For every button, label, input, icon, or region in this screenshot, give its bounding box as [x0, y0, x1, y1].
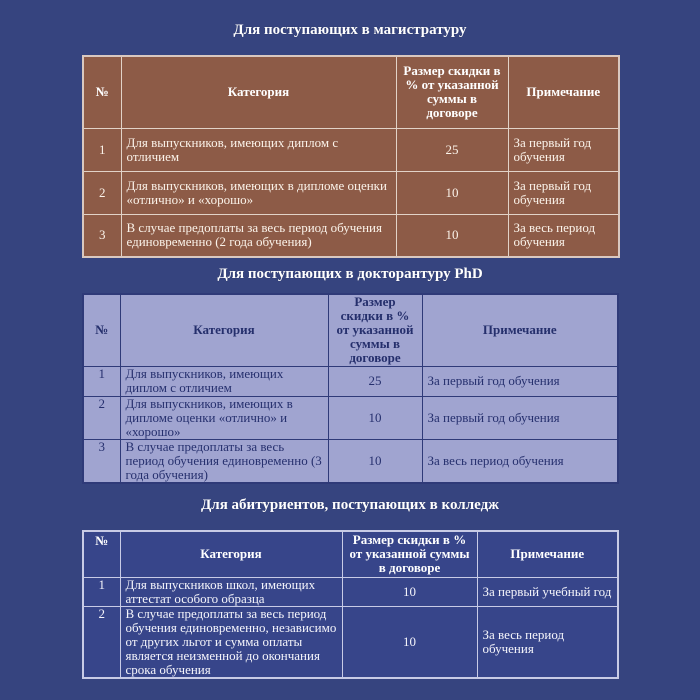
header-note: Примечание — [508, 56, 619, 128]
table-header-row — [83, 531, 618, 577]
header-category: Категория — [121, 56, 396, 128]
row-note: За первый год обучения — [508, 171, 619, 214]
table-row — [83, 577, 618, 606]
header-category: Категория — [120, 531, 342, 577]
row-discount: 25 — [328, 366, 422, 396]
row-discount: 10 — [328, 439, 422, 483]
row-discount: 10 — [328, 396, 422, 439]
college-discount-table — [82, 530, 619, 679]
section-title-phd: Для поступающих в докторантуру PhD — [217, 266, 483, 282]
row-discount: 10 — [342, 606, 477, 678]
header-num: № — [83, 294, 120, 366]
row-discount: 10 — [396, 171, 508, 214]
header-discount: Размер скидки в % от указанной суммы в договоре — [396, 56, 508, 128]
header-discount: Размер скидки в % от указанной суммы в договоре — [328, 294, 422, 366]
row-num: 2 — [83, 396, 120, 439]
row-num: 2 — [83, 171, 121, 214]
row-note: За весь период обучения — [422, 439, 618, 483]
masters-discount-table — [82, 55, 620, 258]
table-row — [83, 171, 619, 214]
row-note: За первый год обучения — [422, 396, 618, 439]
row-note: За первый год обучения — [422, 366, 618, 396]
table-row — [83, 128, 619, 171]
table-row — [83, 214, 619, 257]
row-category: Для выпускников, имеющих в дипломе оценки «отлично» и «хорошо» — [121, 171, 396, 214]
row-note: За первый учебный год — [477, 577, 618, 606]
row-discount: 25 — [396, 128, 508, 171]
row-category: Для выпускников, имеющих в дипломе оценки «отлично» и «хорошо» — [120, 396, 328, 439]
row-category: В случае предоплаты за весь период обучения единовременно (3 года обучения) — [120, 439, 328, 483]
row-note: За весь период обучения — [477, 606, 618, 678]
row-category: Для выпускников, имеющих диплом с отличием — [121, 128, 396, 171]
row-note: За весь период обучения — [508, 214, 619, 257]
table-row — [83, 606, 618, 678]
row-num: 3 — [83, 439, 120, 483]
row-num: 1 — [83, 366, 120, 396]
row-num: 2 — [83, 606, 120, 678]
section-title-college: Для абитуриентов, поступающих в колледж — [200, 497, 500, 513]
header-category: Категория — [120, 294, 328, 366]
header-discount: Размер скидки в % от указанной суммы в договоре — [342, 531, 477, 577]
header-num: № — [83, 56, 121, 128]
row-category: В случае предоплаты за весь период обучения единовременно (2 года обучения) — [121, 214, 396, 257]
table-row — [83, 396, 618, 439]
header-num: № — [83, 531, 120, 577]
section-title-masters: Для поступающих в магистратуру — [233, 22, 467, 38]
table-header-row — [83, 294, 618, 366]
table-header-row — [83, 56, 619, 128]
row-category: В случае предоплаты за весь период обучения единовременно, независимо от других льгот и сумма оплаты является неизменной до окончания срока обучения — [120, 606, 342, 678]
row-category: Для выпускников, имеющих диплом с отличием — [120, 366, 328, 396]
table-row — [83, 439, 618, 483]
phd-discount-table — [82, 293, 619, 484]
row-num: 1 — [83, 128, 121, 171]
row-category: Для выпускников школ, имеющих аттестат особого образца — [120, 577, 342, 606]
header-note: Примечание — [422, 294, 618, 366]
row-discount: 10 — [396, 214, 508, 257]
row-discount: 10 — [342, 577, 477, 606]
header-note: Примечание — [477, 531, 618, 577]
row-note: За первый год обучения — [508, 128, 619, 171]
row-num: 3 — [83, 214, 121, 257]
row-num: 1 — [83, 577, 120, 606]
table-row — [83, 366, 618, 396]
